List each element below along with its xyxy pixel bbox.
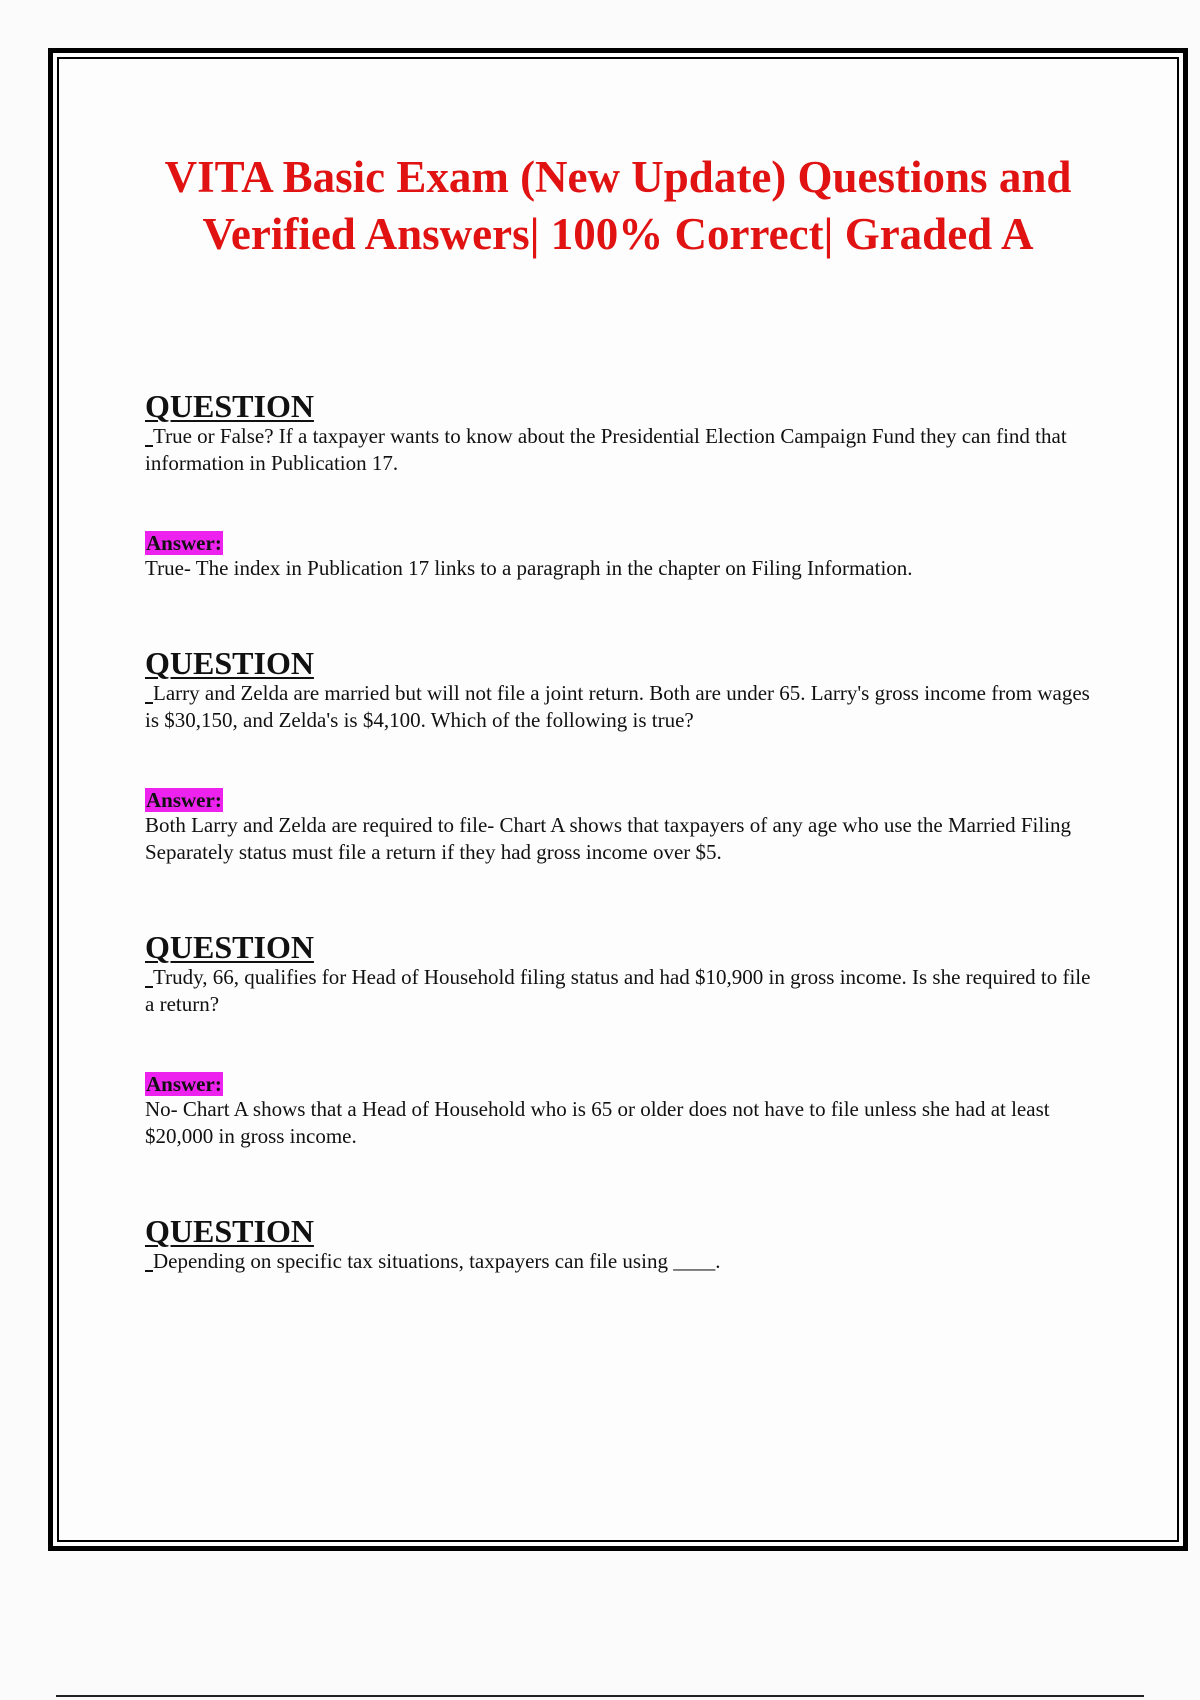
qa-item <box>145 646 1105 866</box>
answer-text: True- The index in Publication 17 links to a paragraph in the chapter on Filing Information. <box>145 556 913 580</box>
answer-text: Both Larry and Zelda are required to file- Chart A shows that taxpayers of any age who use the Married Filing Separately status must file a return if they had gross income over $5. <box>145 813 1072 864</box>
answer-label: Answer: <box>146 1072 222 1096</box>
question-text: Trudy, 66, qualifies for Head of Household filing status and had $10,900 in gross income. Is she required to file a return? <box>145 965 1091 1016</box>
answer-label: Answer: <box>146 788 222 812</box>
question-text: True or False? If a taxpayer wants to know about the Presidential Election Campaign Fund they can find that information in Publication 17. <box>145 424 1067 475</box>
question-marker <box>145 1270 153 1272</box>
footer-divider <box>56 1695 1144 1697</box>
qa-item <box>145 389 1105 582</box>
qa-list <box>145 389 1105 1275</box>
question-text: Depending on specific tax situations, taxpayers can file using ____. <box>145 1248 1105 1275</box>
document-title: VITA Basic Exam (New Update) Questions and Verified Answers| 100% Correct| Graded A <box>164 152 1072 259</box>
question-heading: QUESTION <box>145 929 314 965</box>
question-heading: QUESTION <box>145 645 314 681</box>
question-text: Larry and Zelda are married but will not file a joint return. Both are under 65. Larry's gross income from wages is $30,150, and Zelda's is $4,100. Which of the following is true? <box>145 681 1090 732</box>
question-heading: QUESTION <box>145 1213 314 1249</box>
question-heading: QUESTION <box>145 388 314 424</box>
question-marker <box>145 986 153 988</box>
answer-label: Answer: <box>146 531 222 555</box>
qa-item <box>145 1214 1105 1275</box>
question-marker <box>145 702 153 704</box>
page-border <box>48 48 1188 1551</box>
answer-text: No- Chart A shows that a Head of Household who is 65 or older does not have to file unless she had at least $20,000 in gross income. <box>145 1097 1050 1148</box>
qa-item <box>145 930 1105 1150</box>
question-marker <box>145 445 153 447</box>
